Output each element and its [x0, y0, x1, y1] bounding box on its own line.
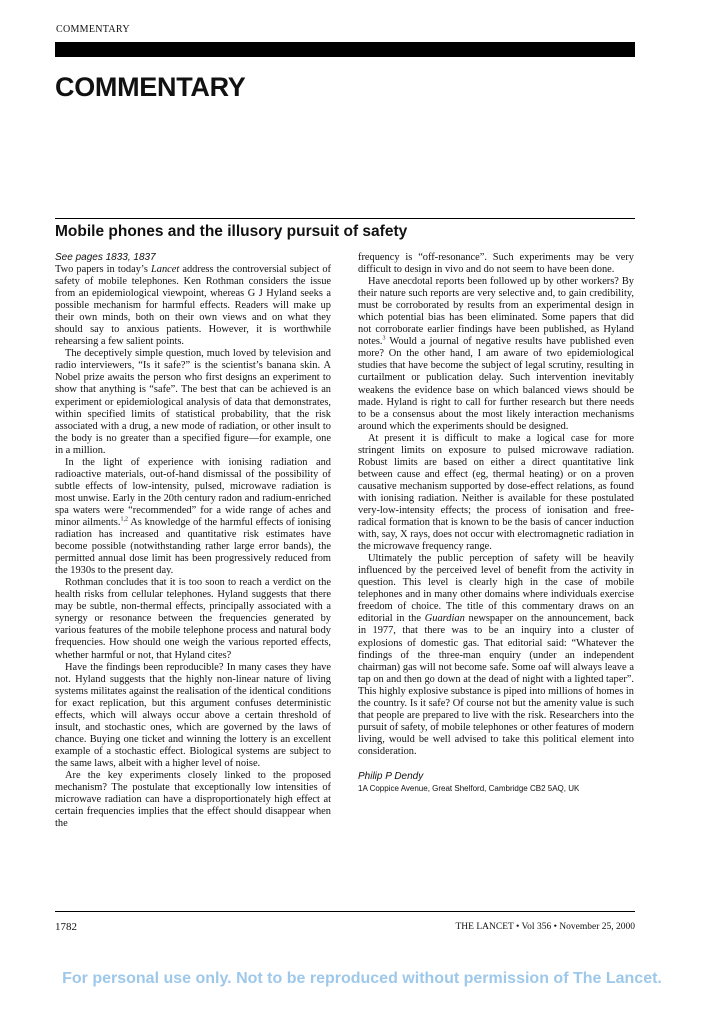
right-column	[358, 252, 634, 795]
section-title: COMMENTARY	[55, 72, 246, 102]
left-body	[55, 264, 331, 830]
body-paragraph: Ultimately the public perception of safety will be heavily influenced by the perceived level of benefit from the activity in question. This level is clearly high in the case of mobile telephones and in many other domains where individuals exercise freedom of choice. The title of this commentary draws on an editorial in the Guardian newspaper on the announcement, back in 1977, that there was to be an inquiry into a cluster of explosions of domestic gas. That editorial said: “Whatever the findings of the three-man enquiry (under an independent chairman) gas will not become safe. Some oaf will always leave a tap on and then go down at the dead of night with a lighted taper”. This highly explosive substance is piped into millions of homes in the country. Is it safe? Of course not but the amenity value is such that people are prepared to live with the risk. Researchers into the pursuit of safety, of mobile telephones or other features of modern living, would be well advised to take this political element into consideration.	[358, 553, 634, 757]
body-paragraph: frequency is “off-resonance”. Such experiments may be very difficult to design in vivo and do not seem to have been done.	[358, 252, 634, 276]
body-paragraph: Have anecdotal reports been followed up by other workers? By their nature such reports are very selective and, to gain credibility, must be corroborated by results from an experimental design in which potential bias has been eliminated. Some papers that did not corroborate earlier findings have been published, as Hyland notes.$^3$ Would a journal of negative results have published even more? On the other hand, I am aware of two epidemiological studies that have become the subject of legal scrutiny, resulting in curtailment or publication delay. Such intervention inevitably weakens the evidence base on which balanced views should be made. Hyland is right to call for further research but there needs to be a consensus about the most likely interaction mechanisms around which the experiments should be designed.	[358, 276, 634, 432]
author-name: Philip P Dendy	[358, 770, 424, 782]
body-paragraph: Two papers in today’s Lancet address the controversial subject of safety of mobile telephones. Ken Rothman considers the issue from an epidemiological viewpoint, whereas G J Hyland seeks a possible mechanism for harmful effects. Readers will make up their own minds, both on their own views and on what they should say to anxious patients. However, it is worthwhile rehearsing a few salient points.	[55, 264, 331, 348]
see-pages-note: See pages 1833, 1837	[55, 252, 156, 263]
journal-citation: THE LANCET • Vol 356 • November 25, 2000	[455, 922, 635, 932]
right-body	[358, 252, 634, 758]
body-paragraph: At present it is difficult to make a logical case for more stringent limits on exposure to pulsed microwave radiation. Robust limits are based on either a direct quantitative link between cause and effect (eg, thermal heating) or on a proven causative mechanism supported by dose-effect relations, as found with ionising radiation. Neither is available for these postulated very-low-intensity effects; the process of ionisation and free-radical formation that is known to be the basis of cancer induction with, say, X rays, does not occur with electromagnetic radiation in the microwave frequency range.	[358, 432, 634, 553]
title-rule	[55, 218, 635, 219]
watermark: For personal use only. Not to be reproduced without permission of The Lancet.	[62, 970, 662, 987]
running-head: COMMENTARY	[56, 24, 130, 35]
body-paragraph: Are the key experiments closely linked to the proposed mechanism? The postulate that exceptionally low intensities of microwave radiation can have a disproportionately high effect at certain frequencies implies that the effect should disappear when the	[55, 769, 331, 830]
article-title: Mobile phones and the illusory pursuit of safety	[55, 223, 408, 240]
body-paragraph: Have the findings been reproducible? In many cases they have not. Hyland suggests that the highly non-linear nature of living systems militates against the realisation of the identical conditions for exact replication, but this argument confuses deterministic effects, which will always occur above a certain threshold of insult, and stochastic ones, which are governed by the laws of chance. Buying one ticket and winning the lottery is an excellent example of a stochastic effect. Biological systems are subject to the same laws, albeit with a higher level of noise.	[55, 661, 331, 769]
body-paragraph: Rothman concludes that it is too soon to reach a verdict on the health risks from cellular telephones. Hyland suggests that there may be subtle, non-thermal effects, principally associated with a synergy or resonance between the frequencies generated by various features of the mobile telephone process and natural body frequencies. How should one weigh the various reported effects, whether harmful or not, that Hyland cites?	[55, 577, 331, 661]
header-bar	[55, 42, 635, 57]
footer-rule	[55, 911, 635, 912]
page-number: 1782	[55, 921, 77, 933]
body-paragraph: In the light of experience with ionising radiation and radioactive materials, out-of-hand dismissal of the possibility of subtle effects of low-intensity, pulsed, microwave radiation is most unwise. Early in the 20th century radon and radium-enriched spa waters were “recommended” for a wide range of aches and minor ailments.$^{1,2}$ As knowledge of the harmful effects of ionising radiation has increased and quantitative risk estimates have become possible (notwithstanding rather large error bands), the permitted annual dose limit has been progressively reduced from the 1930s to the present day.	[55, 456, 331, 577]
author-address: 1A Coppice Avenue, Great Shelford, Cambridge CB2 5AQ, UK	[358, 783, 580, 793]
left-column	[55, 252, 331, 830]
body-paragraph: The deceptively simple question, much loved by television and radio interviewers, “Is it safe?” is the scientist’s banana skin. A Nobel prize awaits the person who first designs an experiment to show that anything is “safe”. The best that can be achieved is an experiment or epidemiological analysis of data that demonstrates, within specified limits of statistical probability, that the risk associated with a drug, a new mode of radiation, or other insult to the body is no greater than a specified figure—for example, one in a million.	[55, 348, 331, 456]
